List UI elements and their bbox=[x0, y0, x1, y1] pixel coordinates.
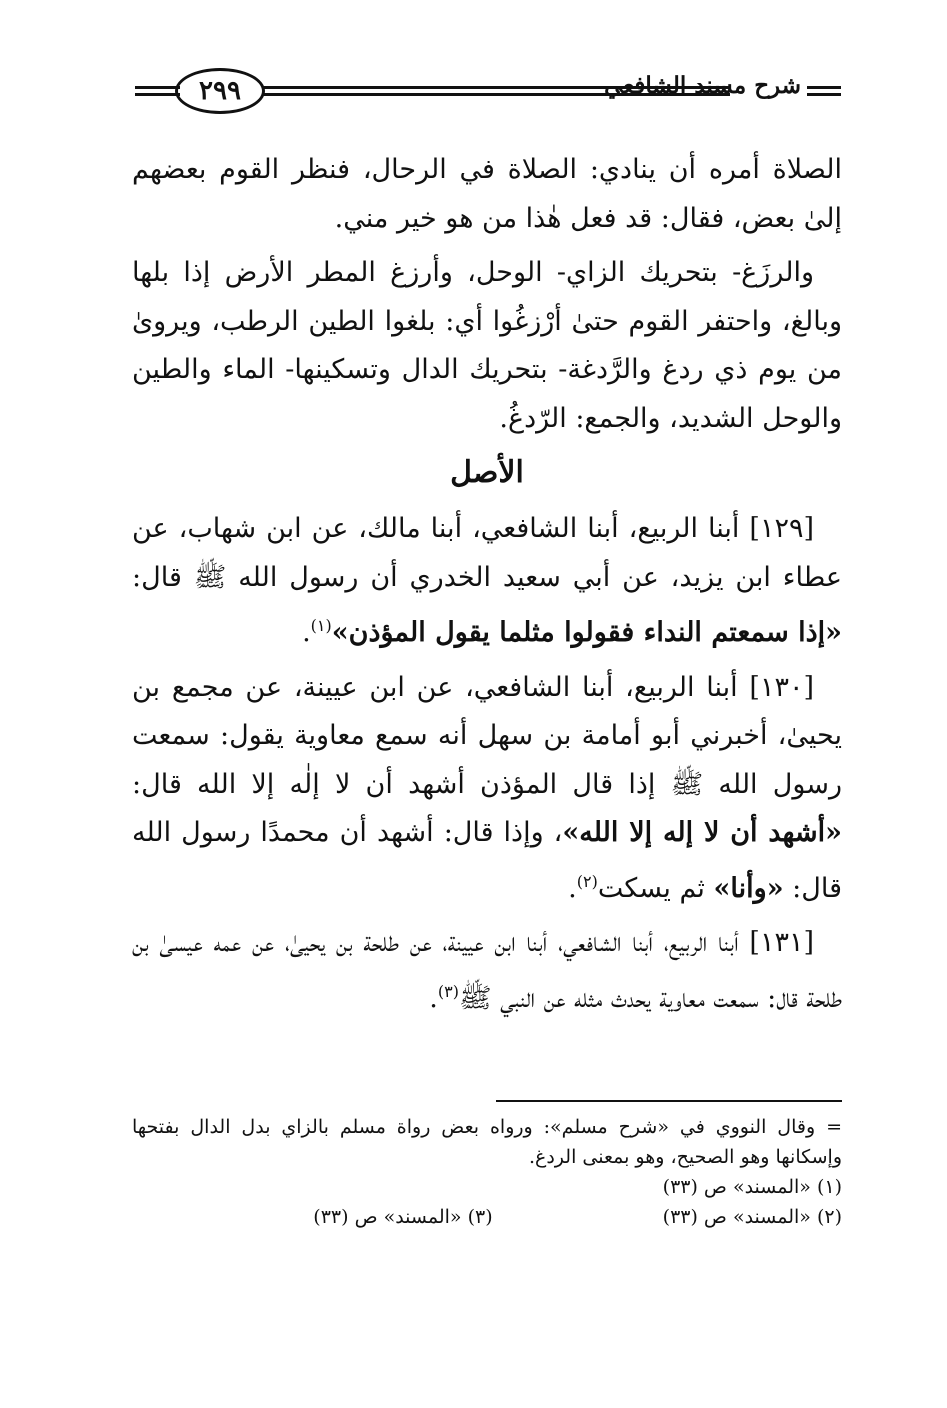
hadith-130-quote-1: «أشهد أن لا إله إلا الله» bbox=[562, 817, 842, 848]
footnote-2: (٢) «المسند» ص (٣٣) bbox=[662, 1206, 842, 1228]
footnote-ref-2: (٢) bbox=[576, 871, 598, 891]
hadith-129 bbox=[132, 505, 842, 658]
hadith-130-text: [١٣٠] أبنا الربيع، أبنا الشافعي، عن ابن عيينة، عن مجمع بن يحيىٰ، أخبرني أبو أمامة بن سهل أنه سمع معاوية يقول: سمعت رسول الله ﷺ إذا قال المؤذن أشهد أن لا إلٰه إلا الله قال: bbox=[132, 671, 842, 800]
footnote-row-2 bbox=[132, 1202, 842, 1232]
hadith-130-text-2: ، وإذا قال: أشهد أن محمدًا رسول الله قال: bbox=[132, 817, 842, 904]
hadith-129-end: . bbox=[302, 617, 311, 648]
hadith-130-quote-2: «وأنا» bbox=[713, 872, 784, 904]
hadith-131-end: . bbox=[429, 982, 438, 1014]
section-heading: الأصل bbox=[450, 455, 524, 490]
footnote-3: (٣) «المسند» ص (٣٣) bbox=[313, 1206, 493, 1228]
page-header bbox=[135, 62, 841, 120]
header-rule-middle bbox=[260, 86, 730, 96]
footnote-ref-3: (٣) bbox=[437, 981, 459, 1001]
footnote-continued: = وقال النووي في «شرح مسلم»: ورواه بعض رواة مسلم بالزاي بدل الدال بفتحها وإسكانها وهو الصحيح، وهو بمعنى الردغ. bbox=[132, 1116, 842, 1168]
running-title: شرح مسند الشافعي bbox=[604, 72, 801, 99]
footnote-1: (١) «المسند» ص (٣٣) bbox=[662, 1176, 842, 1198]
hadith-129-text: [١٢٩] أبنا الربيع، أبنا الشافعي، أبنا مالك، عن ابن شهاب، عن عطاء ابن يزيد، عن أبي سعيد الخدري أن رسول الله ﷺ قال: bbox=[132, 513, 842, 593]
footnotes bbox=[132, 1100, 842, 1232]
header-rule-left bbox=[135, 86, 180, 96]
footnote-rule bbox=[496, 1100, 842, 1102]
footnote-ref-1: (١) bbox=[310, 616, 332, 635]
hadith-129-quote: «إذا سمعتم النداء فقولوا مثلما يقول المؤذن» bbox=[331, 617, 842, 648]
page-number: ٢٩٩ bbox=[175, 68, 265, 114]
hadith-130 bbox=[132, 664, 842, 914]
paragraph-2: والرزَغ- بتحريك الزاي- الوحل، وأرزغ المطر الأرض إذا بلها وبالغ، واحتفر القوم حتىٰ أرْزغُوا أي: بلغوا الطين الرطب، ويروىٰ من يوم ذي ردغ والرَّدغة- بتحريك الدال وتسكينها- الماء والطين والوحل الشديد، والجمع: الرّدغُ. bbox=[132, 257, 842, 434]
hadith-131 bbox=[132, 919, 842, 1023]
main-text bbox=[132, 146, 842, 1029]
hadith-130-text-3: ثم يسكت bbox=[597, 872, 714, 904]
header-rule-right bbox=[807, 86, 841, 96]
paragraph-1: الصلاة أمره أن ينادي: الصلاة في الرحال، فنظر القوم بعضهم إلىٰ بعض، فقال: قد فعل هٰذا من هو خير مني. bbox=[132, 154, 842, 234]
hadith-130-end: . bbox=[568, 872, 577, 904]
hadith-131-text: [١٣١] أبنا الربيع، أبنا الشافعي، أبنا ابن عيينة، عن طلحة بن يحيىٰ، عن عمه عيسىٰ بن طلحة قال: سمعت معاوية يحدث مثله عن النبي ﷺ bbox=[132, 927, 842, 1014]
footnote-row-1 bbox=[132, 1172, 842, 1202]
